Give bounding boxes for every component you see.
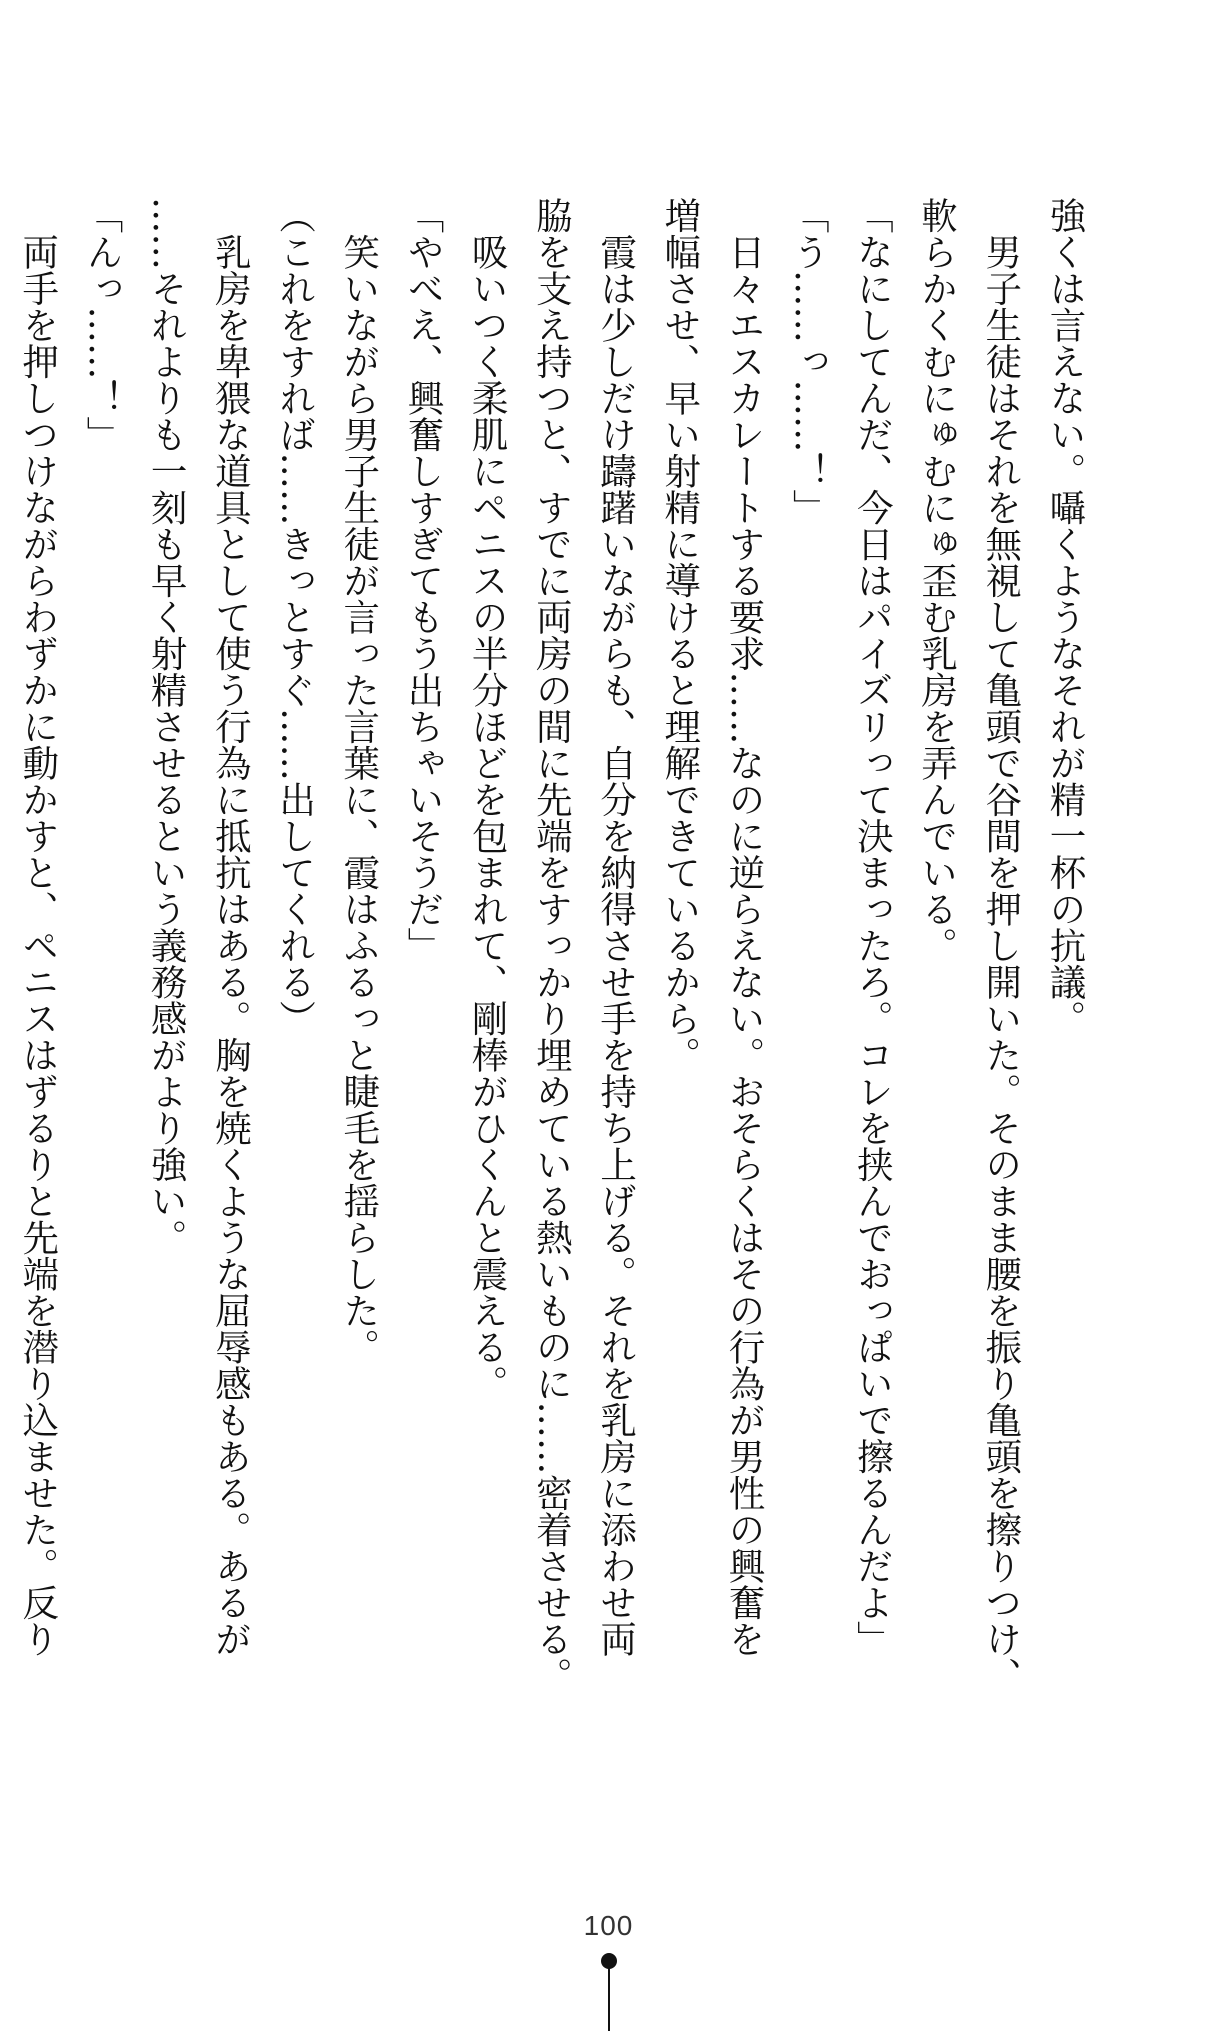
text-line: 「う……っ……！」 xyxy=(787,197,831,526)
text-line: 吸いつく柔肌にペニスの半分ほどを包まれて、剛棒がひくんと震える。 xyxy=(466,197,510,1402)
text-line: 「なにしてんだ、今日はパイズリって決まったろ。コレを挟んでおっぱいで擦るんだよ」 xyxy=(851,197,895,1657)
text-line: 両手を押しつけながらわずかに動かすと、ペニスはずるりと先端を潜り込ませた。反り xyxy=(16,197,60,1657)
text-line: 脇を支え持つと、すでに両房の間に先端をすっかり埋めている熱いものに……密着させる。 xyxy=(530,197,574,1694)
text-line: 男子生徒はそれを無視して亀頭で谷間を押し開いた。そのまま腰を振り亀頭を擦りつけ、 xyxy=(979,197,1023,1694)
text-line: 強くは言えない。囁くようなそれが精一杯の抗議。 xyxy=(1044,197,1087,1037)
text-line: ……それよりも一刻も早く射精させるという義務感がより強い。 xyxy=(145,197,189,1256)
body-text xyxy=(16,197,1097,1694)
text-line: 軟らかくむにゅむにゅ歪む乳房を弄んでいる。 xyxy=(915,197,959,964)
page-marker-dot xyxy=(601,1953,617,1969)
text-line: 「やべえ、興奮しすぎてもう出ちゃいそうだ」 xyxy=(401,197,445,964)
page-marker-line xyxy=(608,1968,610,2031)
text-line: 霞は少しだけ躊躇いながらも、自分を納得させ手を持ち上げる。それを乳房に添わせ両 xyxy=(594,197,638,1657)
text-line: 日々エスカレートする要求……なのに逆らえない。おそらくはその行為が男性の興奮を xyxy=(722,197,766,1657)
text-line xyxy=(0,197,6,1667)
text-line: 「んっ……！」 xyxy=(80,197,124,453)
text-line: 乳房を卑猥な道具として使う行為に抵抗はある。胸を焼くような屈辱感もある。あるが xyxy=(209,197,253,1657)
page-number: 100 xyxy=(583,1910,634,1941)
text-line: 笑いながら男子生徒が言った言葉に、霞はふるっと睫毛を揺らした。 xyxy=(337,197,381,1365)
text-line: （これをすれば……きっとすぐ……出してくれる） xyxy=(273,197,317,1037)
text-line: 増幅させ、早い射精に導けると理解できているから。 xyxy=(658,197,702,1073)
